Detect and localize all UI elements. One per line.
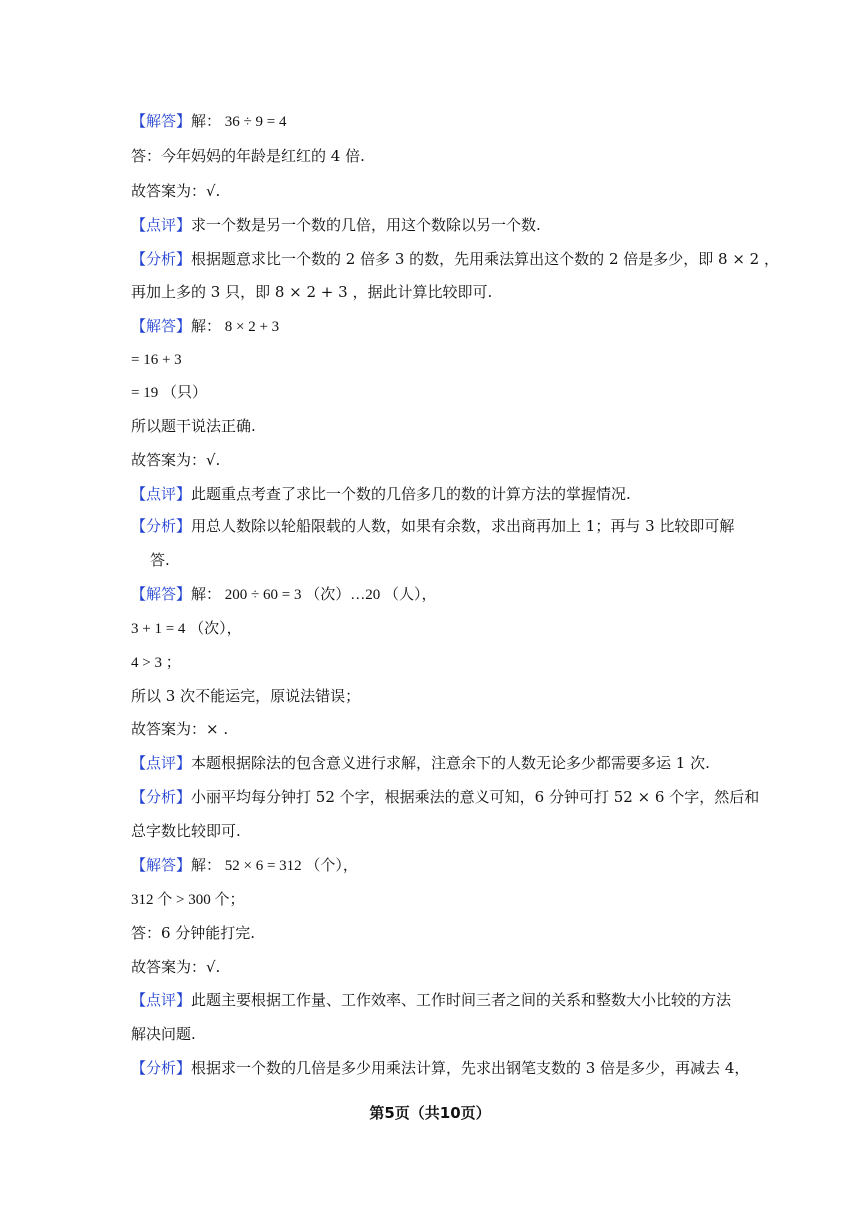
line-text: 答：今年妈妈的年龄是红红的 4 倍. xyxy=(131,147,365,165)
line-text: 故答案为：√. xyxy=(131,958,221,976)
line-text: = 19 （只） xyxy=(131,385,207,401)
text-line xyxy=(131,516,734,536)
text-line xyxy=(131,146,365,166)
text-line xyxy=(131,1058,749,1078)
text-line xyxy=(131,753,710,773)
text-line xyxy=(131,990,731,1010)
line-text: 解决问题. xyxy=(131,1025,196,1043)
section-tag: 【点评】 xyxy=(131,216,192,234)
text-line xyxy=(131,618,242,639)
section-tag: 【解答】 xyxy=(131,856,192,874)
line-text: 本题根据除法的包含意义进行求解，注意余下的人数无论多少都需要多运 1 次. xyxy=(191,754,710,772)
text-line xyxy=(131,215,541,235)
line-text: 解： 52 × 6 = 312 （个）， xyxy=(191,858,358,874)
text-line xyxy=(131,584,436,605)
text-line xyxy=(131,889,244,910)
line-text: 根据题意求比一个数的 2 倍多 3 的数，先用乘法算出这个数的 2 倍是多少，即 8 × 2 ， xyxy=(191,250,779,268)
line-text: 所以题干说法正确. xyxy=(131,417,256,435)
text-line xyxy=(131,923,255,943)
line-text: 3 + 1 = 4 （次）， xyxy=(131,621,242,637)
text-line xyxy=(131,450,220,470)
line-text: 总字数比较即可. xyxy=(131,822,241,840)
text-line xyxy=(131,382,207,403)
section-tag: 【分析】 xyxy=(131,517,192,535)
line-text: 答：6 分钟能打完. xyxy=(131,924,256,942)
text-line xyxy=(131,416,256,436)
line-text: 根据求一个数的几倍是多少用乘法计算，先求出钢笔支数的 3 倍是多少，再减去 4， xyxy=(191,1059,750,1077)
line-text: 再加上多的 3 只，即 8 × 2 + 3 ，据此计算比较即可. xyxy=(131,283,493,301)
text-line xyxy=(131,316,279,337)
text-line xyxy=(131,1024,196,1044)
section-tag: 【分析】 xyxy=(131,788,192,806)
line-text: 此题主要根据工作量、工作效率、工作时间三者之间的关系和整数大小比较的方法 xyxy=(191,991,732,1009)
section-tag: 【点评】 xyxy=(131,754,192,772)
line-text: = 16 + 3 xyxy=(131,352,182,368)
section-tag: 【解答】 xyxy=(131,317,192,335)
text-line xyxy=(131,282,492,302)
text-line xyxy=(131,719,228,739)
section-tag: 【点评】 xyxy=(131,485,192,503)
line-text: 求一个数是另一个数的几倍，用这个数除以另一个数. xyxy=(191,216,541,234)
line-text: 用总人数除以轮船限载的人数，如果有余数，求出商再加上 1；再与 3 比较即可解 xyxy=(191,517,735,535)
text-line xyxy=(131,957,220,977)
line-text: 小丽平均每分钟打 52 个字，根据乘法的意义可知，6 分钟可打 52 × 6 个字，然后和 xyxy=(191,788,760,806)
line-text: 所以 3 次不能运完，原说法错误； xyxy=(131,687,361,705)
text-line xyxy=(131,652,181,673)
section-tag: 【分析】 xyxy=(131,1059,192,1077)
text-line xyxy=(150,550,170,570)
line-text: 答. xyxy=(150,551,170,569)
line-text: 4 > 3 ； xyxy=(131,655,181,671)
text-line xyxy=(131,855,358,876)
line-text: 故答案为：× . xyxy=(131,720,229,738)
line-text: 解： 36 ÷ 9 = 4 xyxy=(191,114,287,130)
text-line xyxy=(131,349,182,370)
section-tag: 【解答】 xyxy=(131,112,192,130)
text-line xyxy=(131,249,779,269)
section-tag: 【点评】 xyxy=(131,991,192,1009)
line-text: 解： 200 ÷ 60 = 3 （次）…20 （人）， xyxy=(191,587,437,603)
text-line xyxy=(131,181,220,201)
text-line xyxy=(131,686,360,706)
text-line xyxy=(131,111,286,132)
line-text: 此题重点考查了求比一个数的几倍多几的数的计算方法的掌握情况. xyxy=(191,485,631,503)
text-line xyxy=(131,484,631,504)
text-line xyxy=(131,821,241,841)
line-text: 故答案为：√. xyxy=(131,451,221,469)
page-footer: 第5页（共10页） xyxy=(369,1104,491,1122)
text-line xyxy=(131,787,759,807)
line-text: 解： 8 × 2 + 3 xyxy=(191,319,280,335)
section-tag: 【分析】 xyxy=(131,250,192,268)
section-tag: 【解答】 xyxy=(131,585,192,603)
line-text: 故答案为：√. xyxy=(131,182,221,200)
line-text: 312 个 > 300 个； xyxy=(131,892,245,908)
